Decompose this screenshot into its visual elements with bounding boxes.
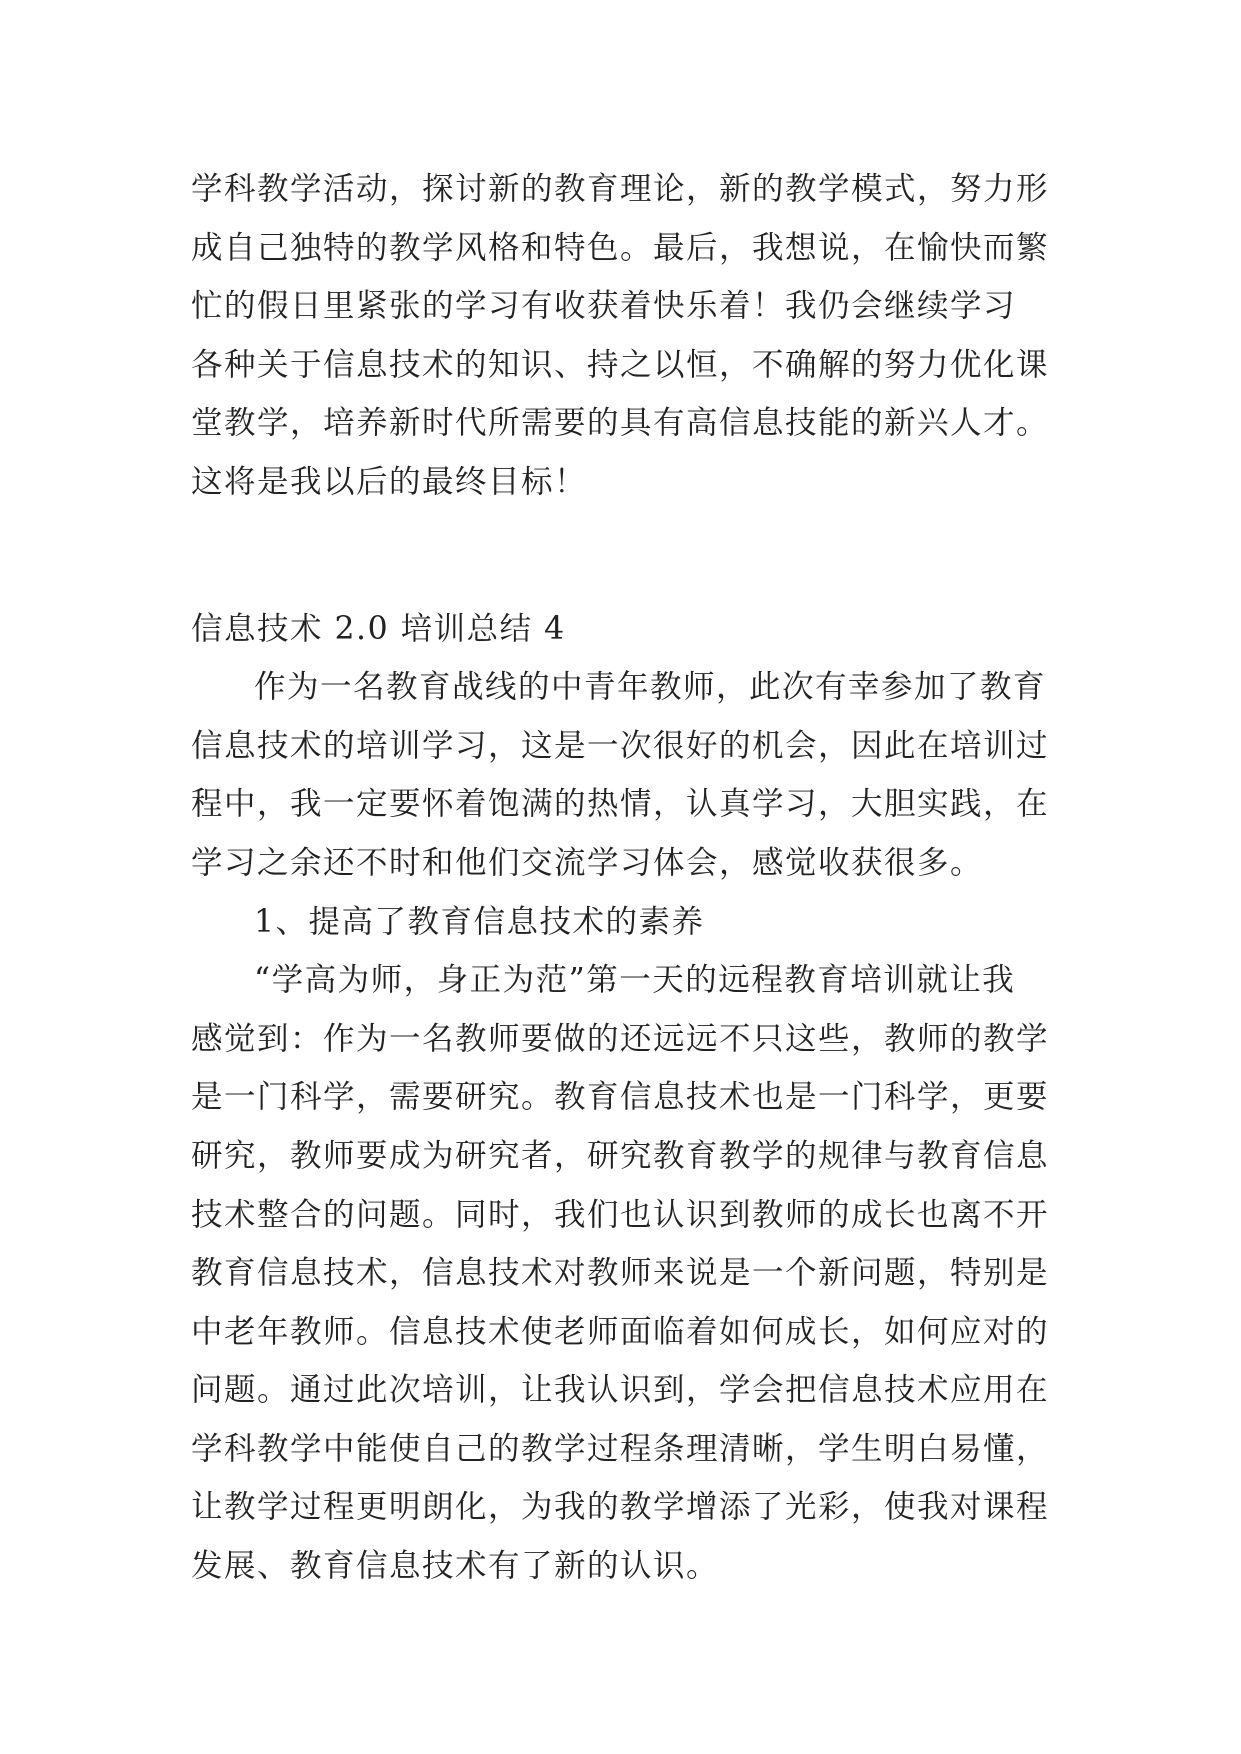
point-heading: 1、提高了教育信息技术的素养 bbox=[254, 903, 705, 940]
paragraph-line: 是一门科学，需要研究。教育信息技术也是一门科学，更要 bbox=[191, 1079, 1050, 1116]
paragraph-line: 研究，教师要成为研究者，研究教育教学的规律与教育信息 bbox=[191, 1137, 1050, 1174]
paragraph-line: 感觉到：作为一名教师要做的还远远不只这些，教师的教学 bbox=[191, 1020, 1050, 1057]
paragraph-line: 程中，我一定要怀着饱满的热情，认真学习，大胆实践，在 bbox=[191, 786, 1050, 823]
paragraph-line: 教育信息技术，信息技术对教师来说是一个新问题，特别是 bbox=[191, 1255, 1050, 1292]
intro-line: 堂教学，培养新时代所需要的具有高信息技能的新兴人才。 bbox=[191, 405, 1050, 442]
paragraph-line: “学高为师，身正为范”第一天的远程教育培训就让我 bbox=[254, 962, 1016, 999]
intro-line: 忙的假日里紧张的学习有收获着快乐着！我仍会继续学习 bbox=[191, 288, 1017, 325]
paragraph-line: 问题。通过此次培训，让我认识到，学会把信息技术应用在 bbox=[191, 1372, 1050, 1409]
paragraph-line: 中老年教师。信息技术使老师面临着如何成长，如何应对的 bbox=[191, 1313, 1050, 1350]
intro-line: 学科教学活动，探讨新的教育理论，新的教学模式，努力形 bbox=[191, 171, 1050, 207]
intro-line: 这将是我以后的最终目标！ bbox=[191, 463, 588, 500]
document-body bbox=[191, 160, 1061, 1596]
paragraph-line: 学习之余还不时和他们交流学习体会，感觉收获很多。 bbox=[191, 844, 984, 881]
paragraph-line: 学科教学中能使自己的教学过程条理清晰，学生明白易懂， bbox=[191, 1430, 1050, 1467]
paragraph-line: 发展、教育信息技术有了新的认识。 bbox=[191, 1548, 720, 1585]
paragraph-line: 让教学过程更明朗化，为我的教学增添了光彩，使我对课程 bbox=[191, 1489, 1050, 1526]
intro-line: 各种关于信息技术的知识、持之以恒，不确解的努力优化课 bbox=[191, 346, 1050, 383]
section-spacer bbox=[191, 512, 1061, 600]
paragraph-line: 技术整合的问题。同时，我们也认识到教师的成长也离不开 bbox=[191, 1196, 1050, 1233]
section-heading: 信息技术 2.0 培训总结 4 bbox=[191, 610, 566, 647]
intro-line: 成自己独特的教学风格和特色。最后，我想说，在愉快而繁 bbox=[191, 229, 1050, 266]
paragraph-line: 作为一名教育战线的中青年教师，此次有幸参加了教育 bbox=[254, 669, 1047, 706]
paragraph-line: 信息技术的培训学习，这是一次很好的机会，因此在培训过 bbox=[191, 727, 1050, 764]
